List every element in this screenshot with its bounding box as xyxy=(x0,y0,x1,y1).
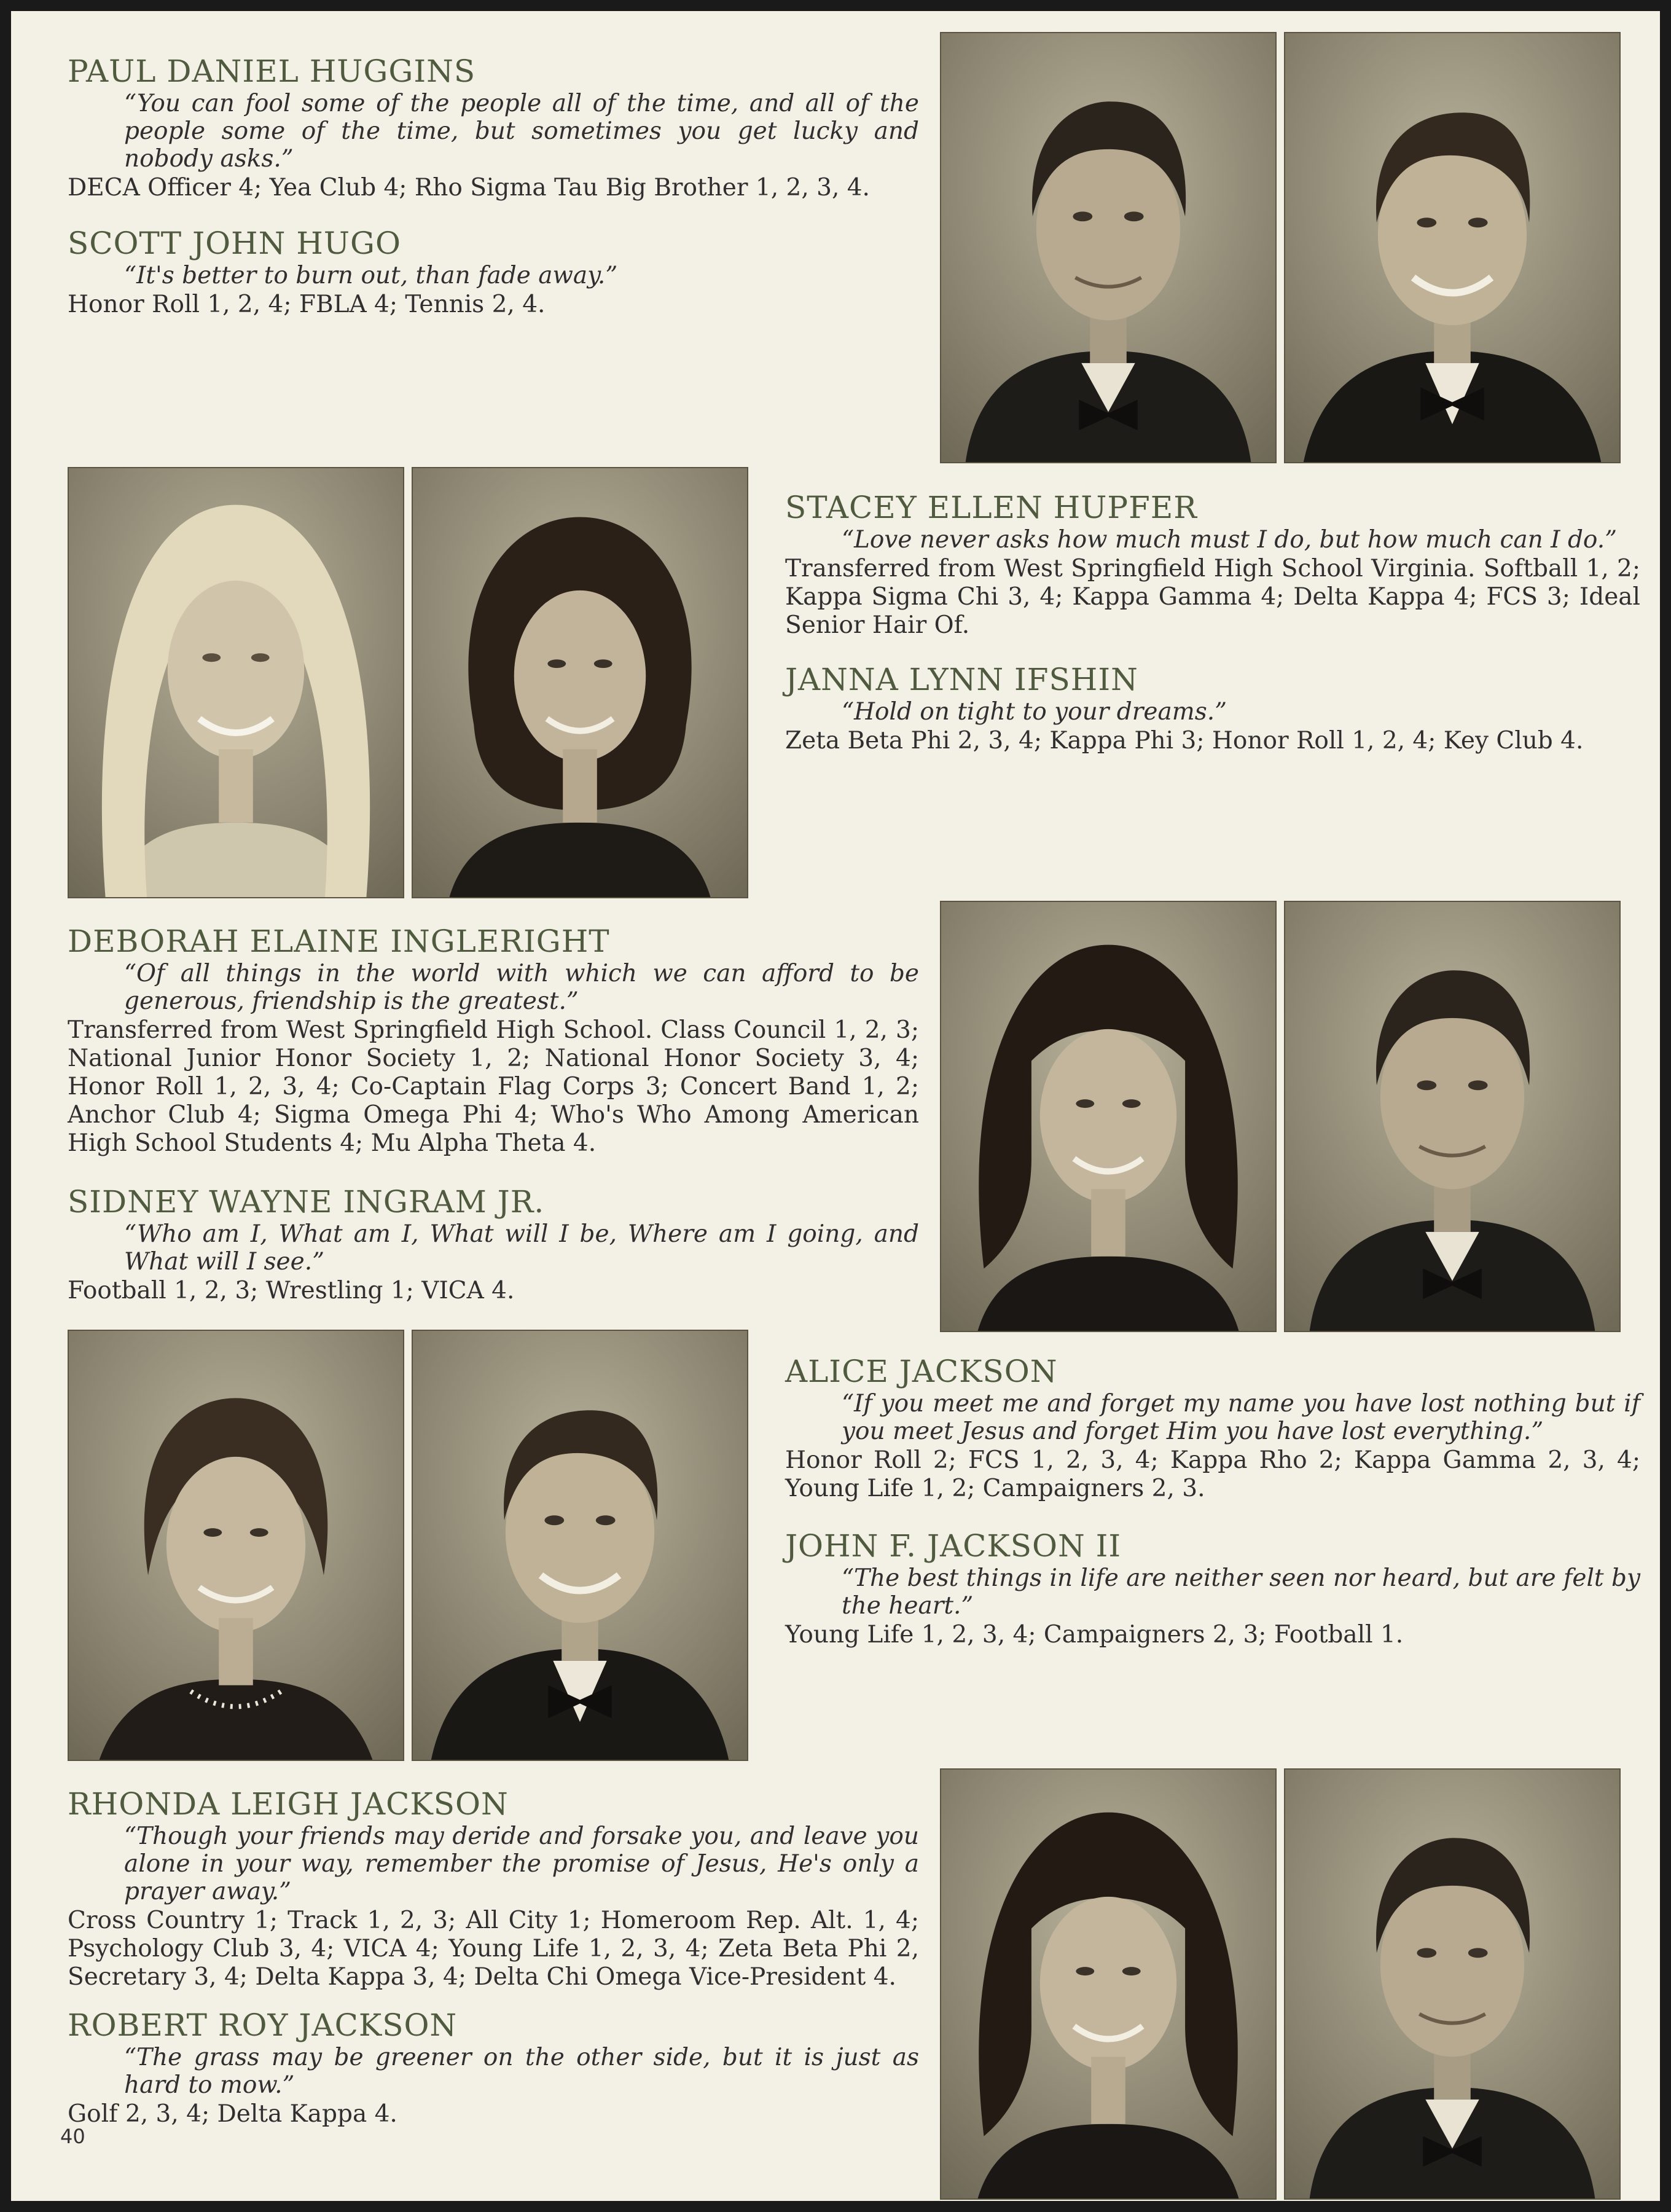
student-entry-rhonda-jackson xyxy=(68,1787,919,1991)
student-entry-alice-jackson xyxy=(785,1354,1640,1503)
student-name: SIDNEY WAYNE INGRAM JR. xyxy=(68,1184,545,1220)
student-activities: Zeta Beta Phi 2, 3, 4; Kappa Phi 3; Honor Roll 1, 2, 4; Key Club 4. xyxy=(785,727,1584,755)
student-quote: “You can fool some of the people all of the time, and all of the people some of the time, but sometimes you get lucky and nobody asks.” xyxy=(124,90,919,173)
portrait-photo-huggins xyxy=(940,32,1277,463)
portrait-photo-alice-jackson xyxy=(68,1330,404,1761)
student-quote: “The best things in life are neither seen nor heard, but are felt by the heart.” xyxy=(842,1564,1640,1620)
student-name: SCOTT JOHN HUGO xyxy=(68,226,401,261)
page-number: 40 xyxy=(60,2125,85,2148)
student-quote: “Love never asks how much must I do, but how much can I do.” xyxy=(842,526,1618,554)
student-activities: Transferred from West Springfield High School Virginia. Softball 1, 2; Kappa Sigma Chi 3, 4; Kappa Gamma 4; Delta Kappa 4; FCS 3; Ideal Senior Hair Of. xyxy=(785,555,1640,639)
student-activities: Golf 2, 3, 4; Delta Kappa 4. xyxy=(68,2100,397,2128)
student-name: JOHN F. JACKSON II xyxy=(785,1528,1122,1564)
portrait-photo-ingleright xyxy=(940,901,1277,1332)
student-name: RHONDA LEIGH JACKSON xyxy=(68,1786,509,1822)
yearbook-page xyxy=(11,11,1660,2201)
student-name: DEBORAH ELAINE INGLERIGHT xyxy=(68,924,610,959)
student-quote: “It's better to burn out, than fade away.” xyxy=(124,262,618,289)
student-quote: “The grass may be greener on the other side, but it is just as hard to mow.” xyxy=(124,2044,919,2099)
portrait-photo-ingram xyxy=(1284,901,1621,1332)
student-quote: “Of all things in the world with which we can afford to be generous, friendship is the greatest.” xyxy=(124,960,919,1015)
student-entry-huggins xyxy=(68,54,919,202)
student-activities: Transferred from West Springfield High School. Class Council 1, 2, 3; National Junior Honor Society 1, 2; National Honor Society 3, 4; Honor Roll 1, 2, 3, 4; Co-Captain Flag Corps 3; Concert Band 1, 2; Anchor Club 4; Sigma Omega Phi 4; Who's Who Among American High School Students 4; Mu Alpha Theta 4. xyxy=(68,1016,919,1157)
student-entry-robert-jackson xyxy=(68,2008,919,2128)
student-quote: “Hold on tight to your dreams.” xyxy=(842,698,1227,726)
portrait-photo-hugo xyxy=(1284,32,1621,463)
portrait-photo-robert-jackson xyxy=(1284,1768,1621,2200)
student-activities: Football 1, 2, 3; Wrestling 1; VICA 4. xyxy=(68,1277,515,1304)
student-quote: “If you meet me and forget my name you have lost nothing but if you meet Jesus and forget Him you have lost everything.” xyxy=(842,1390,1640,1445)
student-activities: DECA Officer 4; Yea Club 4; Rho Sigma Tau Big Brother 1, 2, 3, 4. xyxy=(68,174,870,202)
student-quote: “Who am I, What am I, What will I be, Where am I going, and What will I see.” xyxy=(124,1220,919,1276)
student-quote: “Though your friends may deride and forsake you, and leave you alone in your way, remember the promise of Jesus, He's only a prayer away.” xyxy=(124,1822,919,1905)
student-activities: Young Life 1, 2, 3, 4; Campaigners 2, 3; Football 1. xyxy=(785,1621,1404,1649)
student-entry-ifshin xyxy=(785,662,1640,755)
student-activities: Honor Roll 2; FCS 1, 2, 3, 4; Kappa Rho 2; Kappa Gamma 2, 3, 4; Young Life 1, 2; Campaigners 2, 3. xyxy=(785,1446,1640,1502)
student-name: STACEY ELLEN HUPFER xyxy=(785,490,1197,525)
student-entry-ingram xyxy=(68,1185,919,1305)
portrait-photo-rhonda-jackson xyxy=(940,1768,1277,2200)
student-name: PAUL DANIEL HUGGINS xyxy=(68,53,476,89)
student-name: JANNA LYNN IFSHIN xyxy=(785,662,1138,697)
student-name: ALICE JACKSON xyxy=(785,1354,1058,1389)
portrait-photo-hupfer xyxy=(68,467,404,898)
student-entry-hugo xyxy=(68,226,919,319)
student-entry-john-jackson xyxy=(785,1529,1640,1649)
portrait-photo-john-jackson xyxy=(412,1330,748,1761)
portrait-photo-ifshin xyxy=(412,467,748,898)
student-activities: Honor Roll 1, 2, 4; FBLA 4; Tennis 2, 4. xyxy=(68,291,546,318)
student-activities: Cross Country 1; Track 1, 2, 3; All City 1; Homeroom Rep. Alt. 1, 4; Psychology Club 3, 4; VICA 4; Young Life 1, 2, 3, 4; Zeta Beta Phi 2, Secretary 3, 4; Delta Kappa 3, 4; Delta Chi Omega Vice-President 4. xyxy=(68,1907,919,1991)
student-entry-hupfer xyxy=(785,490,1640,640)
student-name: ROBERT ROY JACKSON xyxy=(68,2007,458,2043)
student-entry-ingleright xyxy=(68,924,919,1158)
